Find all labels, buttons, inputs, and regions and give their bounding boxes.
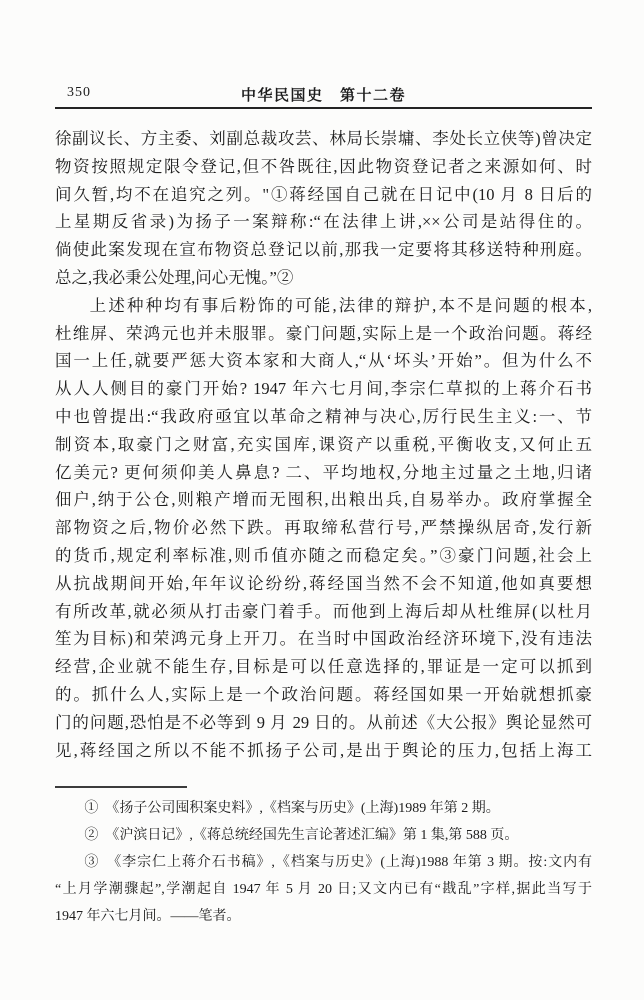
- body-text-line: 见,蒋经国之所以不能不抓扬子公司,是出于舆论的压力,包括上海工: [55, 740, 592, 760]
- body-text-line: 倘使此案发现在宣布物资总登记以前,那我一定要将其移送特种刑庭。: [55, 240, 592, 260]
- body-text-line: 制资本,取豪门之财富,充实国库,课资产以重税,平衡收支,又何止五: [55, 434, 592, 454]
- footnote-line: ① 《扬子公司囤积案史料》,《档案与历史》(上海)1989 年第 2 期。: [84, 801, 500, 817]
- body-text-line: 从抗战期间开始,年年议论纷纷,蒋经国当然不会不知道,他如真要想: [55, 573, 592, 593]
- body-text-line: 亿美元? 更何须仰美人鼻息? 二、平均地权,分地主过量之土地,归诸: [55, 462, 592, 482]
- footnotes: [55, 795, 592, 930]
- body-text: [55, 125, 592, 764]
- body-text-line: 上述种种均有事后粉饰的可能,法律的辩护,本不是问题的根本,: [89, 295, 592, 315]
- body-text-line: 总之,我必秉公处理,问心无愧。”②: [55, 267, 294, 287]
- body-text-line: 从人人侧目的豪门开始? 1947 年六七月间,李宗仁草拟的上蒋介石书: [55, 379, 592, 399]
- body-text-line: 门的问题,恐怕是不必等到 9 月 29 日的。从前述《大公报》舆论显然可: [55, 712, 592, 732]
- body-text-line: 佃户,纳于公仓,则粮产增而无囤积,出粮出兵,自易举办。政府掌握全: [55, 490, 592, 510]
- body-text-line: 的货币,规定利率标准,则币值亦随之而稳定矣。”③豪门问题,社会上: [55, 545, 592, 565]
- body-text-line: 有所改革,就必须从打击豪门着手。而他到上海后却从杜维屏(以杜月: [55, 601, 592, 621]
- body-text-line: 笙为目标)和荣鸿元身上开刀。在当时中国政治经济环境下,没有违法: [55, 629, 592, 649]
- body-text-line: 部物资之后,物价必然下跌。再取缔私营行号,严禁操纵居奇,发行新: [55, 518, 592, 538]
- footnote-line: “上月学潮骤起”,学潮起自 1947 年 5 月 20 日;又文内已有“戡乱”字样,据此当写于: [55, 882, 592, 898]
- footnote-line: ③ 《李宗仁上蒋介石书稿》,《档案与历史》(上海)1988 年第 3 期。按:文内有: [84, 855, 592, 871]
- body-text-line: 上星期反省录)为扬子一案辩称:“在法律上讲,××公司是站得住的。: [55, 212, 592, 232]
- page-header: [55, 84, 592, 104]
- body-text-line: 间久暂,均不在追究之列。"①蒋经国自己就在日记中(10 月 8 日后的: [55, 184, 592, 204]
- header-rule: [55, 107, 592, 109]
- body-text-line: 杜维屏、荣鸿元也并未服罪。豪门问题,实际上是一个政治问题。蒋经: [55, 323, 592, 343]
- running-title: 中华民国史 第十二卷: [240, 87, 406, 104]
- footnote-line: 1947 年六七月间。——笔者。: [55, 909, 241, 925]
- body-text-line: 徐副议长、方主委、刘副总裁攻芸、林局长崇墉、李处长立侠等)曾决定: [55, 129, 592, 148]
- page-number: 350: [67, 85, 91, 100]
- body-text-line: 经营,企业就不能生存,目标是可以任意选择的,罪证是一定可以抓到: [55, 657, 592, 677]
- footnote-line: ② 《沪滨日记》,《蒋总统经国先生言论著述汇编》第 1 集,第 588 页。: [84, 828, 519, 844]
- body-text-line: 中也曾提出:“我政府亟宜以革命之精神与决心,厉行民生主义:一、节: [55, 406, 592, 426]
- body-text-line: 国一上任,就要严惩大资本家和大商人,“从‘坏头’开始”。但为什么不: [55, 351, 592, 371]
- body-text-line: 的。抓什么人,实际上是一个政治问题。蒋经国如果一开始就想抓豪: [55, 684, 592, 704]
- footnote-separator: [55, 786, 187, 788]
- body-text-line: 物资按照规定限令登记,但不咎既往,因此物资登记者之来源如何、时: [55, 156, 592, 176]
